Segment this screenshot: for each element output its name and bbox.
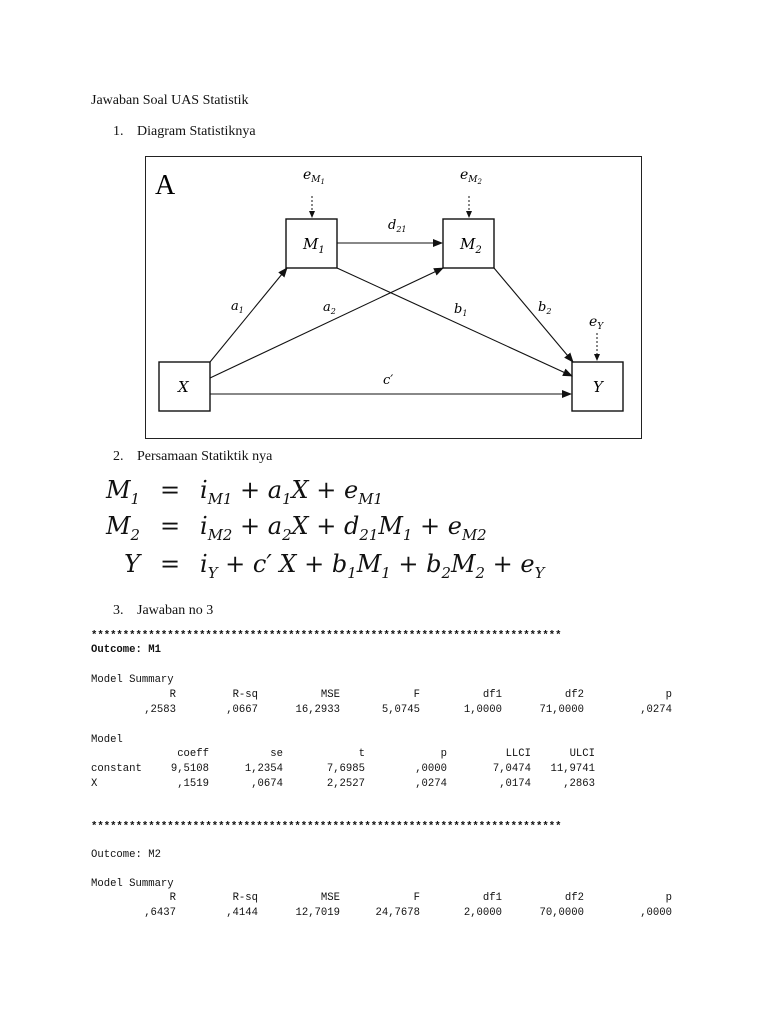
model-summary-table-1 (91, 688, 672, 718)
table-header: p (440, 748, 447, 760)
table-header (91, 747, 149, 762)
list-text: Jawaban no 3 (137, 603, 214, 618)
path-b2 (494, 268, 573, 362)
list-item-1 (113, 124, 256, 140)
path-label-a1: $a_1$ (231, 299, 244, 315)
equals-sign: = (159, 550, 181, 578)
node-m1-label: $M_1$ (303, 235, 325, 256)
table-cell: ,0274 (640, 704, 672, 716)
table-header: df2 (564, 892, 584, 904)
equation-lhs: Y (124, 550, 140, 578)
table-header: MSE (320, 892, 340, 904)
table-cell: ,2583 (144, 704, 176, 716)
table-cell: 11,9741 (550, 763, 595, 775)
equation-block (93, 476, 544, 586)
table-cell: 12,7019 (295, 907, 340, 919)
table-cell: ,0667 (226, 704, 258, 716)
table-cell: ,0000 (415, 763, 447, 775)
list-number: 2. (113, 449, 124, 464)
table-header: R-sq (232, 689, 258, 701)
table-cell: 5,0745 (381, 704, 420, 716)
list-item-2 (113, 449, 272, 465)
list-item-3 (113, 603, 213, 619)
table-header: LLCI (505, 748, 531, 760)
node-y-label: Y (593, 378, 603, 396)
table-header: coeff (177, 748, 209, 760)
table-cell: ,6437 (144, 907, 176, 919)
path-b1 (337, 268, 572, 376)
table-cell: ,0000 (640, 907, 672, 919)
output-separator-2: ************************************************************************** (91, 821, 562, 833)
table-row-label: X (91, 778, 98, 790)
equation-rhs: $i_Y + c'$ $X + b_1M_1 + b_2M_2 + e_Y$ (200, 550, 545, 582)
table-header: df1 (482, 892, 502, 904)
node-m2-label: $M_2$ (460, 235, 482, 256)
path-label-b1: $b_1$ (454, 302, 468, 318)
path-label-a2: $a_2$ (323, 300, 336, 316)
list-number: 1. (113, 124, 124, 139)
table-cell: ,1519 (177, 778, 209, 790)
equation-rhs: $i_{M2} + a_2X + d_{21}M_1 + e_{M2}$ (200, 512, 487, 544)
model-summary-label: Model Summary (91, 674, 174, 686)
table-header: t (358, 748, 365, 760)
outcome-m1-heading: Outcome: M1 (91, 644, 161, 656)
equation-m2 (93, 512, 544, 550)
table-header: F (413, 689, 420, 701)
path-a1 (210, 268, 287, 362)
model-label: Model (91, 734, 123, 746)
outcome-m2-heading: Outcome: M2 (91, 849, 161, 861)
list-number: 3. (113, 603, 124, 618)
table-header: p (665, 892, 672, 904)
table-cell: ,0274 (415, 778, 447, 790)
coefficient-table (91, 747, 595, 792)
table-cell: 24,7678 (375, 907, 420, 919)
path-diagram (145, 156, 642, 439)
table-header: se (270, 748, 283, 760)
table-cell: 7,6985 (326, 763, 365, 775)
table-header: F (413, 892, 420, 904)
table-cell: 7,0474 (492, 763, 531, 775)
table-header: df1 (482, 689, 502, 701)
document-title: Jawaban Soal UAS Statistik (91, 93, 249, 108)
table-cell: 1,0000 (463, 704, 502, 716)
node-x-label: X (178, 378, 189, 396)
table-header: R (169, 892, 176, 904)
table-cell: 70,0000 (539, 907, 584, 919)
error-label-m1: $e_M1$ (303, 167, 325, 186)
error-label-m2: $e_M2$ (460, 167, 482, 186)
table-header: R (169, 689, 176, 701)
table-cell: 71,0000 (539, 704, 584, 716)
table-cell: 16,2933 (295, 704, 340, 716)
error-label-y: $e_Y$ (589, 314, 604, 332)
path-label-c-prime: c′ (383, 373, 394, 388)
equals-sign: = (159, 512, 181, 540)
path-label-b2: $b_2$ (538, 300, 552, 316)
table-header: R-sq (232, 892, 258, 904)
equation-lhs: $M_2$ (105, 512, 140, 544)
equals-sign: = (159, 476, 181, 504)
model-summary-label-2: Model Summary (91, 878, 174, 890)
table-row-label: constant (91, 763, 142, 775)
table-cell: ,4144 (226, 907, 258, 919)
equation-y (93, 550, 544, 586)
output-separator-1: ************************************************************************** (91, 630, 562, 642)
equation-m1 (93, 476, 544, 512)
path-a2 (210, 268, 443, 378)
table-cell: ,2863 (563, 778, 595, 790)
equation-rhs: $i_{M1} + a_1X + e_{M1}$ (200, 476, 383, 508)
table-cell: 1,2354 (244, 763, 283, 775)
table-header: MSE (320, 689, 340, 701)
table-cell: ,0674 (251, 778, 283, 790)
table-cell: ,0174 (499, 778, 531, 790)
table-header: ULCI (569, 748, 595, 760)
table-cell: 9,5108 (170, 763, 209, 775)
list-text: Persamaan Statiktik nya (137, 449, 273, 464)
table-cell: 2,2527 (326, 778, 365, 790)
list-text: Diagram Statistiknya (137, 124, 256, 139)
table-header: df2 (564, 689, 584, 701)
panel-label: A (155, 170, 176, 201)
model-summary-table-2 (91, 891, 672, 921)
equation-lhs: $M_1$ (105, 476, 140, 508)
table-header: p (665, 689, 672, 701)
path-label-d21: $d_{21}$ (388, 218, 407, 234)
table-cell: 2,0000 (463, 907, 502, 919)
